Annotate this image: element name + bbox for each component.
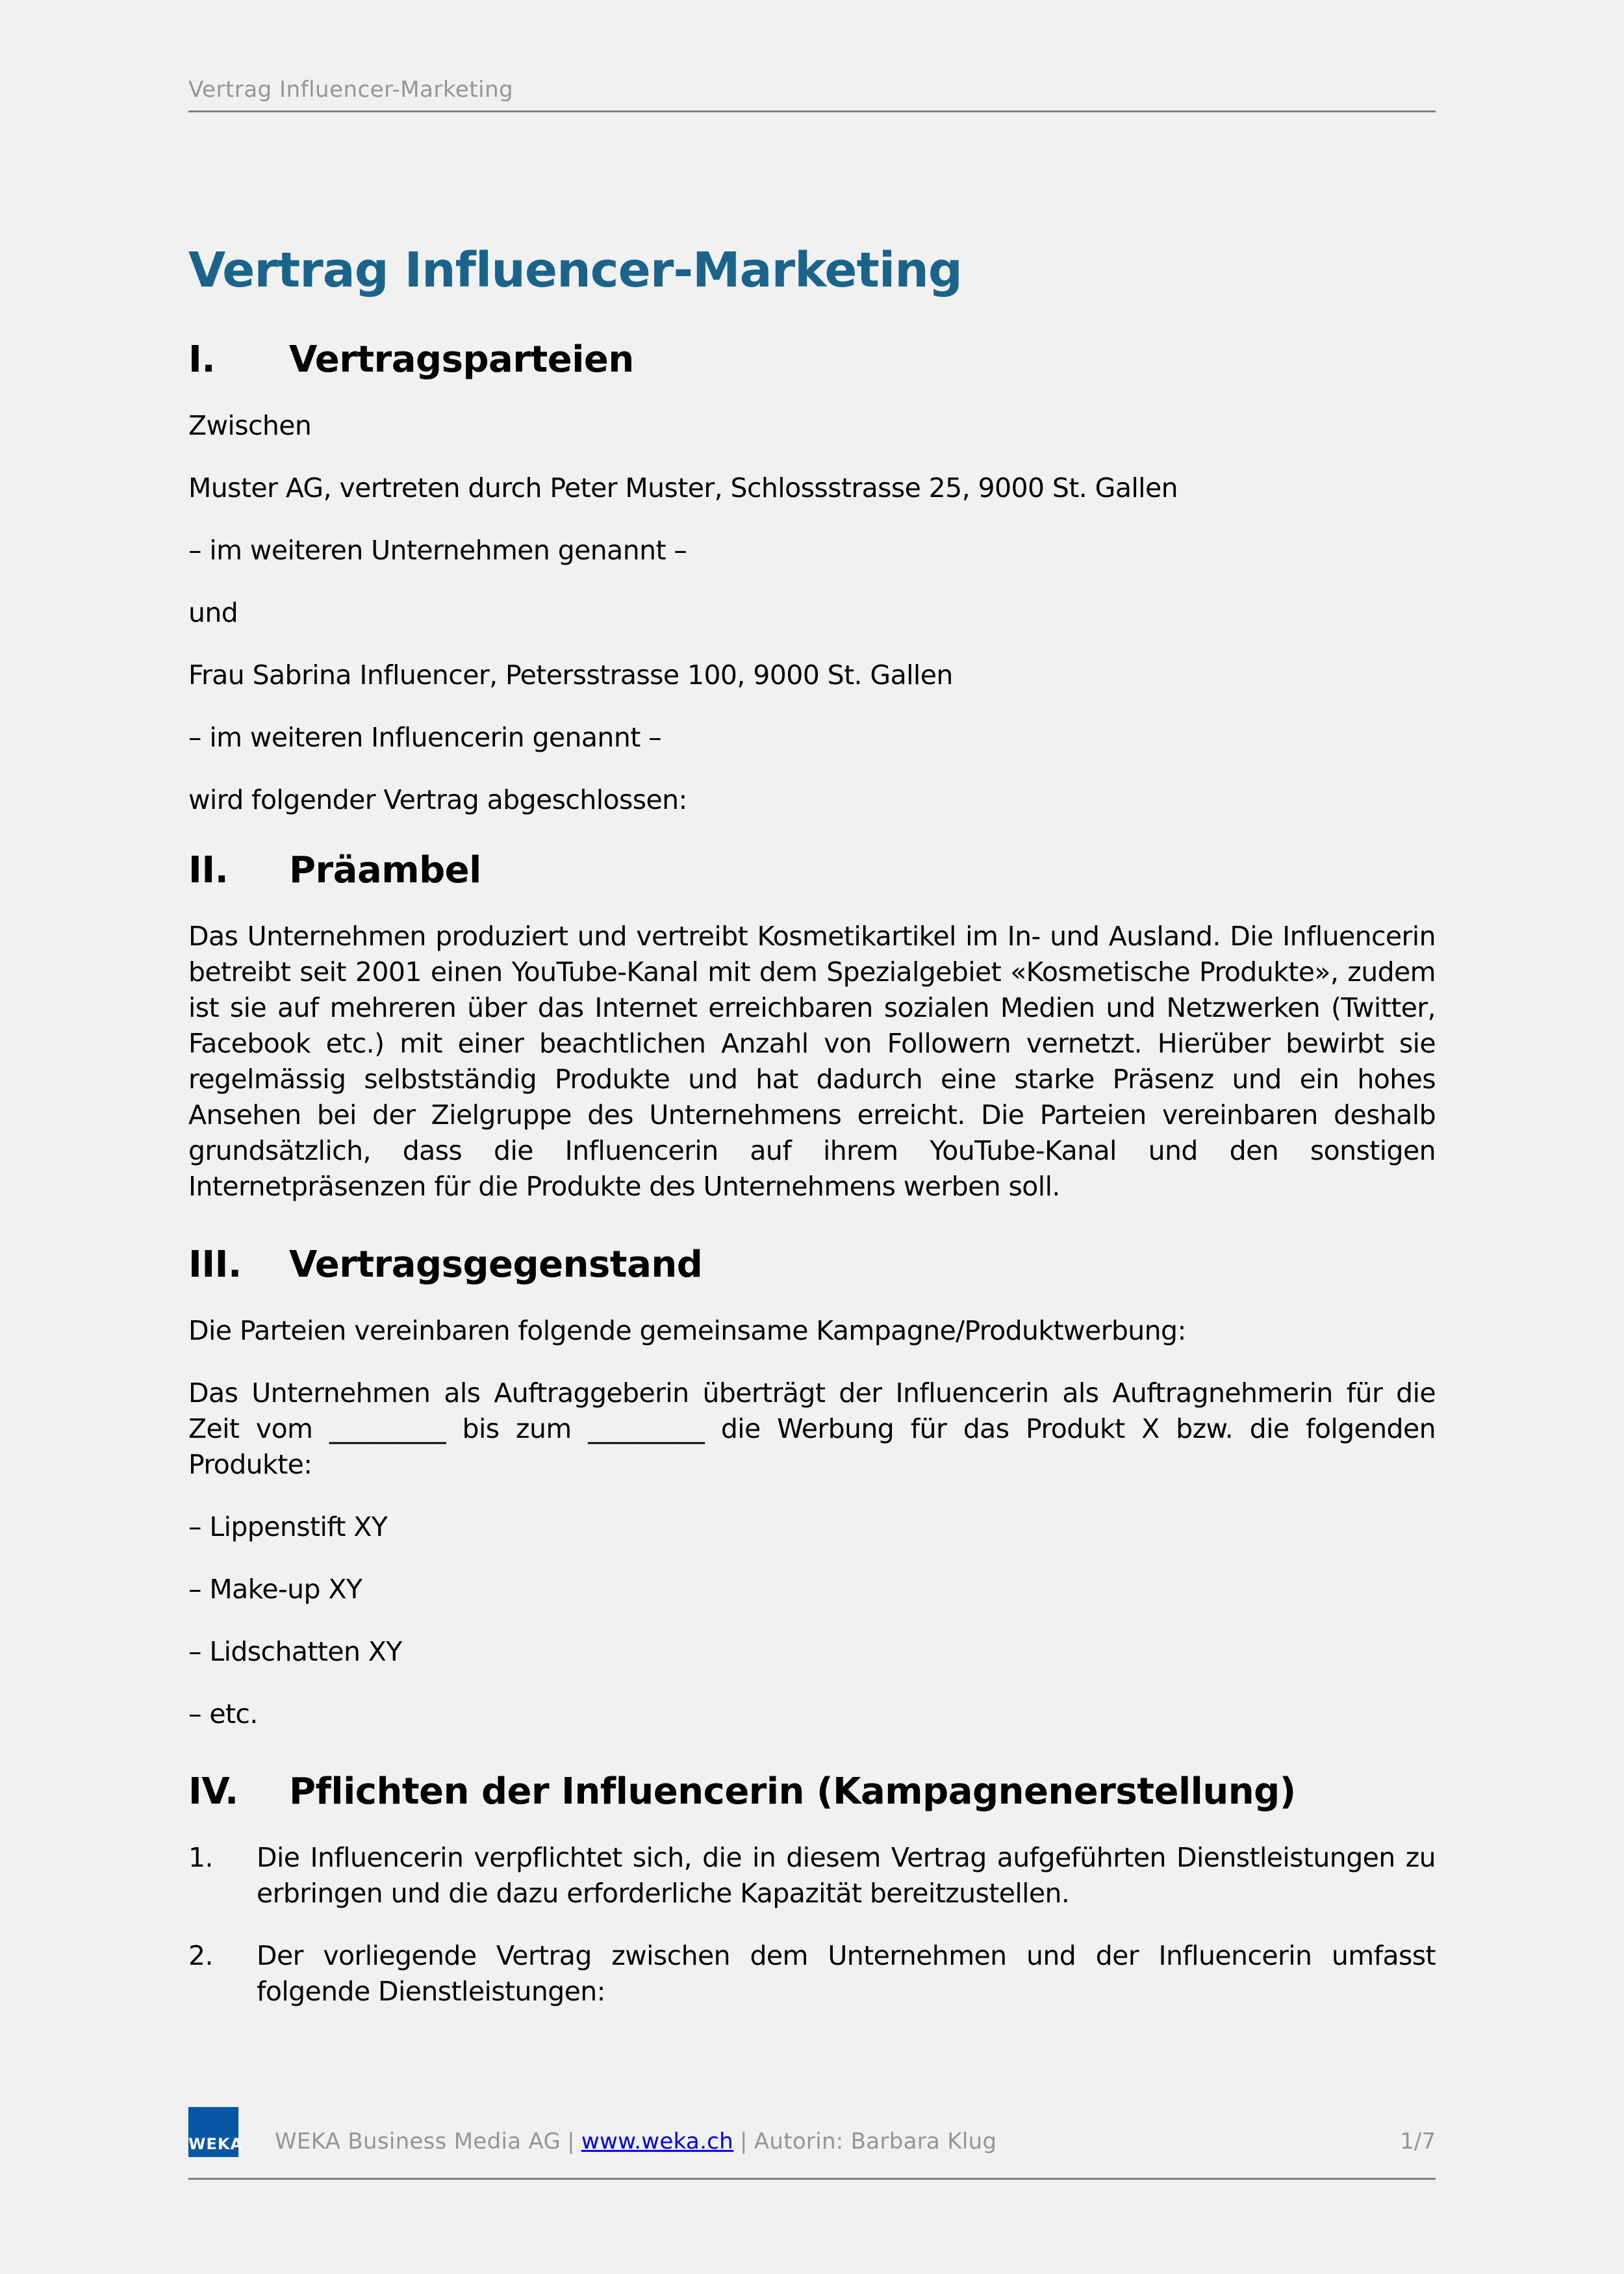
page-number: 1/7 — [1400, 2128, 1436, 2154]
footer-separator: | — [567, 2128, 575, 2154]
section-number: II. — [188, 849, 229, 891]
section-number: IV. — [188, 1770, 238, 1813]
section-heading-preamble — [188, 849, 1436, 892]
weka-logo-text: WEKA — [188, 2135, 244, 2153]
assignment-paragraph: Das Unternehmen als Auftraggeberin überträgt der Influencerin als Auftragnehmerin für die Zeit vom _________ bis zum _________ die Werbung für das Produkt X bzw. die folgenden Produkte: — [188, 1377, 1436, 1480]
section-title: Präambel — [289, 849, 481, 891]
duty-number: 1. — [188, 1842, 213, 1873]
party-intro: Zwischen — [188, 410, 312, 441]
footer-separator: | — [740, 2128, 748, 2154]
duty-text: Die Influencerin verpflichtet sich, die in diesem Vertrag aufgeführten Dienstleistungen zu erbringen und die dazu erforderliche Kapazität bereitzustellen. — [257, 1842, 1436, 1909]
company-alias: – im weiteren Unternehmen genannt – — [188, 535, 687, 566]
product-item-1: – Lippenstift XY — [188, 1511, 388, 1542]
section-number: I. — [188, 339, 216, 381]
product-item-2: – Make-up XY — [188, 1574, 362, 1605]
weka-logo — [188, 2107, 244, 2157]
page-header — [188, 77, 1436, 112]
duty-item-1 — [188, 1840, 1436, 1911]
section-title: Pflichten der Influencerin (Kampagnenerstellung) — [289, 1770, 1296, 1813]
section-heading-parties — [188, 338, 1436, 381]
influencer-line: Frau Sabrina Influencer, Petersstrasse 100, 9000 St. Gallen — [188, 659, 953, 691]
company-line: Muster AG, vertreten durch Peter Muster, Schlossstrasse 25, 9000 St. Gallen — [188, 472, 1178, 504]
product-item-4: – etc. — [188, 1698, 258, 1730]
footer-rule — [188, 2178, 1436, 2180]
preamble-paragraph: Das Unternehmen produziert und vertreibt Kosmetikartikel im In- und Ausland. Die Influencerin betreibt seit 2001 einen YouTube-Kanal mit dem Spezialgebiet «Kosmetische Produkte», zudem ist sie auf mehreren über das Internet erreichbaren sozialen Medien und Netzwerken (Twitter, Facebook etc.) mit einer beachtlichen Anzahl von Followern vernetzt. Hierüber bewirbt sie regelmässig selbstständig Produkte und hat dadurch eine starke Präsenz und ein hohes Ansehen bei der Zielgruppe des Unternehmens erreicht. Die Parteien vereinbaren deshalb grundsätzlich, dass die Influencerin auf ihrem YouTube-Kanal und den sonstigen Internetpräsenzen für die Produkte des Unternehmens werben soll. — [188, 921, 1436, 1202]
footer-author: Autorin: Barbara Klug — [754, 2128, 997, 2154]
duty-text: Der vorliegende Vertrag zwischen dem Unternehmen und der Influencerin umfasst folgende Dienstleistungen: — [257, 1940, 1436, 2007]
footer-company: WEKA Business Media AG — [275, 2128, 561, 2154]
section-heading-subject — [188, 1243, 1436, 1286]
section-number: III. — [188, 1244, 242, 1286]
section-heading-duties — [188, 1770, 1436, 1813]
page-footer — [275, 2128, 996, 2154]
duty-number: 2. — [188, 1940, 213, 1971]
influencer-alias: – im weiteren Influencerin genannt – — [188, 722, 662, 753]
duty-item-2 — [188, 1938, 1436, 2010]
document-title: Vertrag Influencer-Marketing — [188, 242, 962, 298]
subject-intro: Die Parteien vereinbaren folgende gemeinsame Kampagne/Produktwerbung: — [188, 1315, 1186, 1346]
weka-link[interactable]: www.weka.ch — [581, 2128, 734, 2154]
connector-und: und — [188, 597, 238, 628]
product-item-3: – Lidschatten XY — [188, 1636, 402, 1667]
section-title: Vertragsparteien — [289, 339, 634, 381]
running-header-title: Vertrag Influencer-Marketing — [188, 77, 514, 103]
contract-closing-line: wird folgender Vertrag abgeschlossen: — [188, 784, 687, 815]
section-title: Vertragsgegenstand — [289, 1244, 703, 1286]
